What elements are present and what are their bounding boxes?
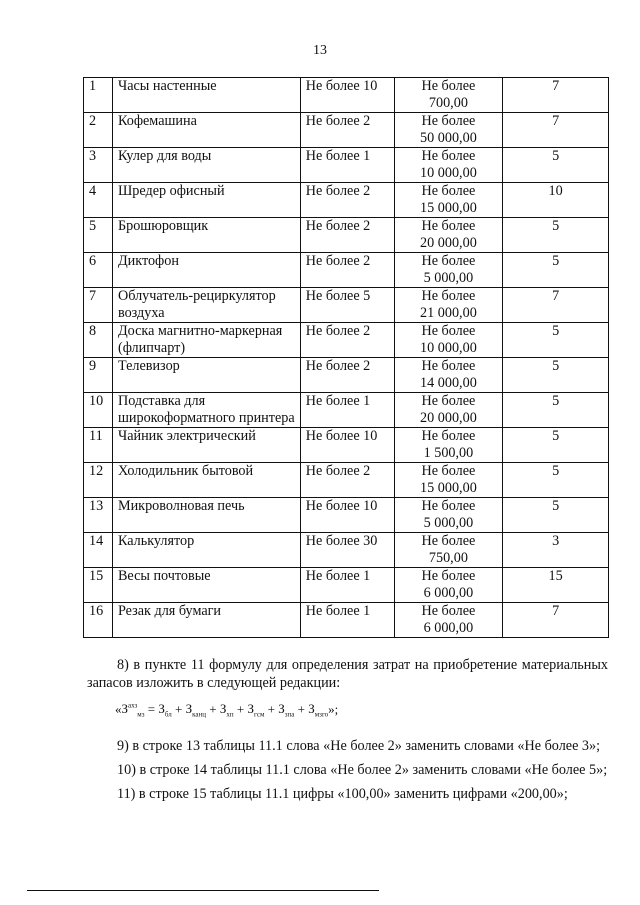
price-value: 20 000,00 bbox=[420, 410, 477, 426]
price-cell bbox=[394, 288, 503, 323]
price-value: 15 000,00 bbox=[420, 200, 477, 216]
formula-term bbox=[308, 701, 329, 719]
quantity-cell: Не более 2 bbox=[300, 323, 394, 358]
price-cell bbox=[394, 113, 503, 148]
quantity-cell: Не более 10 bbox=[300, 78, 394, 113]
price-value: 10 000,00 bbox=[420, 165, 477, 181]
row-number-cell: 5 bbox=[84, 218, 113, 253]
service-life-cell: 7 bbox=[503, 78, 609, 113]
service-life-cell: 5 bbox=[503, 358, 609, 393]
row-number-cell: 7 bbox=[84, 288, 113, 323]
quantity-cell: Не более 1 bbox=[300, 568, 394, 603]
formula-term bbox=[185, 701, 207, 719]
service-life-cell: 3 bbox=[503, 533, 609, 568]
price-value: 700,00 bbox=[428, 95, 468, 111]
price-value: 50 000,00 bbox=[420, 130, 477, 146]
item-name-cell: Подставка для широкоформатного принтера bbox=[112, 393, 300, 428]
quantity-cell: Не более 1 bbox=[300, 148, 394, 183]
price-value: 5 000,00 bbox=[423, 270, 474, 286]
price-prefix: Не более bbox=[421, 218, 476, 234]
row-number-cell: 9 bbox=[84, 358, 113, 393]
quantity-cell: Не более 2 bbox=[300, 183, 394, 218]
item-name-cell: Весы почтовые bbox=[112, 568, 300, 603]
formula-equals: = bbox=[144, 701, 159, 717]
item-name-cell: Кулер для воды bbox=[112, 148, 300, 183]
item-name-cell: Калькулятор bbox=[112, 533, 300, 568]
item-name-cell: Доска магнитно-маркерная (флипчарт) bbox=[112, 323, 300, 358]
cost-formula bbox=[115, 696, 608, 725]
formula-plus: + bbox=[206, 701, 220, 717]
amendment-item-9: 9) в строке 13 таблицы 11.1 слова «Не более 2» заменить словами «Не более 3»; bbox=[117, 737, 601, 754]
formula-terms bbox=[158, 701, 329, 719]
quantity-cell: Не более 2 bbox=[300, 253, 394, 288]
service-life-cell: 5 bbox=[503, 428, 609, 463]
price-cell bbox=[394, 463, 503, 498]
table-row bbox=[84, 148, 609, 183]
formula-term-base: З bbox=[219, 701, 227, 717]
formula-term-base: З bbox=[247, 701, 254, 717]
table-row bbox=[84, 113, 609, 148]
quantity-cell: Не более 5 bbox=[300, 288, 394, 323]
item-name-cell: Микроволновая печь bbox=[112, 498, 300, 533]
item-name-cell: Резак для бумаги bbox=[112, 603, 300, 638]
amendment-item-11: 11) в строке 15 таблицы 11.1 цифры «100,00» заменить цифрами «200,00»; bbox=[117, 785, 568, 802]
table-row bbox=[84, 498, 609, 533]
item-name-cell: Чайник электрический bbox=[112, 428, 300, 463]
price-value: 6 000,00 bbox=[423, 620, 474, 636]
formula-lhs bbox=[121, 701, 145, 719]
row-number-cell: 13 bbox=[84, 498, 113, 533]
service-life-cell: 5 bbox=[503, 218, 609, 253]
amendment-item-10: 10) в строке 14 таблицы 11.1 слова «Не более 2» заменить словами «Не более 5»; bbox=[117, 761, 608, 778]
item-name-cell: Часы настенные bbox=[112, 78, 300, 113]
equipment-table bbox=[83, 77, 609, 638]
table-row bbox=[84, 78, 609, 113]
price-value: 750,00 bbox=[428, 550, 468, 566]
price-prefix: Не более bbox=[421, 288, 476, 304]
service-life-cell: 5 bbox=[503, 393, 609, 428]
quantity-cell: Не более 2 bbox=[300, 218, 394, 253]
service-life-cell: 5 bbox=[503, 498, 609, 533]
table-row bbox=[84, 323, 609, 358]
row-number-cell: 16 bbox=[84, 603, 113, 638]
price-cell bbox=[394, 253, 503, 288]
formula-term-sub: хп bbox=[226, 710, 234, 719]
price-cell bbox=[394, 358, 503, 393]
price-prefix: Не более bbox=[421, 78, 476, 94]
price-prefix: Не более bbox=[421, 113, 476, 129]
formula-term-sub: гсм bbox=[253, 710, 265, 719]
quantity-cell: Не более 1 bbox=[300, 393, 394, 428]
formula-close-quote: »; bbox=[328, 701, 339, 717]
price-value: 20 000,00 bbox=[420, 235, 477, 251]
price-cell bbox=[394, 603, 503, 638]
row-number-cell: 15 bbox=[84, 568, 113, 603]
price-prefix: Не более bbox=[421, 428, 476, 444]
quantity-cell: Не более 2 bbox=[300, 463, 394, 498]
formula-term-base: З bbox=[278, 701, 285, 717]
price-cell bbox=[394, 148, 503, 183]
table-row bbox=[84, 183, 609, 218]
formula-lhs-sup: ахз bbox=[128, 702, 138, 710]
formula-term bbox=[158, 701, 172, 719]
price-value: 6 000,00 bbox=[423, 585, 474, 601]
row-number-cell: 2 bbox=[84, 113, 113, 148]
price-prefix: Не более bbox=[421, 568, 476, 584]
row-number-cell: 12 bbox=[84, 463, 113, 498]
row-number-cell: 14 bbox=[84, 533, 113, 568]
formula-term bbox=[247, 701, 265, 719]
footnote-divider bbox=[27, 890, 379, 891]
item-name-cell: Телевизор bbox=[112, 358, 300, 393]
price-prefix: Не более bbox=[421, 148, 476, 164]
item-name-cell: Брошюровщик bbox=[112, 218, 300, 253]
price-cell bbox=[394, 428, 503, 463]
price-prefix: Не более bbox=[421, 498, 476, 514]
table-row bbox=[84, 533, 609, 568]
table-row bbox=[84, 393, 609, 428]
price-prefix: Не более bbox=[421, 533, 476, 549]
price-cell bbox=[394, 533, 503, 568]
price-value: 1 500,00 bbox=[423, 445, 474, 461]
formula-lhs-sub: мз bbox=[137, 710, 145, 719]
table-row bbox=[84, 568, 609, 603]
price-value: 5 000,00 bbox=[423, 515, 474, 531]
formula-lhs-base: З bbox=[121, 701, 129, 717]
service-life-cell: 10 bbox=[503, 183, 609, 218]
quantity-cell: Не более 2 bbox=[300, 358, 394, 393]
price-cell bbox=[394, 183, 503, 218]
price-cell bbox=[394, 568, 503, 603]
formula-term-sub: канц bbox=[192, 710, 207, 719]
price-cell bbox=[394, 218, 503, 253]
row-number-cell: 11 bbox=[84, 428, 113, 463]
formula-term bbox=[219, 701, 234, 719]
formula-term-base: З bbox=[185, 701, 193, 717]
table-row bbox=[84, 218, 609, 253]
table-row bbox=[84, 463, 609, 498]
service-life-cell: 5 bbox=[503, 323, 609, 358]
row-number-cell: 1 bbox=[84, 78, 113, 113]
row-number-cell: 4 bbox=[84, 183, 113, 218]
price-prefix: Не более bbox=[421, 358, 476, 374]
amendment-item-8: 8) в пункте 11 формулу для определения затрат на приобретение материальных запасов изложить в следующей редакции: bbox=[87, 657, 608, 691]
table-row bbox=[84, 358, 609, 393]
quantity-cell: Не более 2 bbox=[300, 113, 394, 148]
table-row bbox=[84, 603, 609, 638]
formula-plus: + bbox=[233, 701, 248, 717]
service-life-cell: 7 bbox=[503, 113, 609, 148]
row-number-cell: 6 bbox=[84, 253, 113, 288]
price-value: 14 000,00 bbox=[420, 375, 477, 391]
service-life-cell: 7 bbox=[503, 603, 609, 638]
service-life-cell: 7 bbox=[503, 288, 609, 323]
service-life-cell: 5 bbox=[503, 253, 609, 288]
table-row bbox=[84, 288, 609, 323]
price-prefix: Не более bbox=[421, 253, 476, 269]
formula-term-sub: зпа bbox=[284, 710, 295, 719]
service-life-cell: 5 bbox=[503, 148, 609, 183]
page-number: 13 bbox=[313, 43, 327, 58]
row-number-cell: 3 bbox=[84, 148, 113, 183]
formula-plus: + bbox=[294, 701, 309, 717]
price-value: 15 000,00 bbox=[420, 480, 477, 496]
formula-term-sub: бл bbox=[164, 710, 172, 719]
formula-term bbox=[278, 701, 295, 719]
formula-term-sub: мзго bbox=[314, 710, 329, 719]
price-prefix: Не более bbox=[421, 603, 476, 619]
price-cell bbox=[394, 498, 503, 533]
item-name-cell: Облучатель-рециркулятор воздуха bbox=[112, 288, 300, 323]
table-row bbox=[84, 428, 609, 463]
price-value: 21 000,00 bbox=[420, 305, 477, 321]
price-cell bbox=[394, 78, 503, 113]
quantity-cell: Не более 30 bbox=[300, 533, 394, 568]
price-prefix: Не более bbox=[421, 393, 476, 409]
quantity-cell: Не более 10 bbox=[300, 498, 394, 533]
table-row bbox=[84, 253, 609, 288]
service-life-cell: 15 bbox=[503, 568, 609, 603]
row-number-cell: 8 bbox=[84, 323, 113, 358]
price-prefix: Не более bbox=[421, 323, 476, 339]
quantity-cell: Не более 1 bbox=[300, 603, 394, 638]
price-value: 10 000,00 bbox=[420, 340, 477, 356]
price-cell bbox=[394, 393, 503, 428]
row-number-cell: 10 bbox=[84, 393, 113, 428]
price-prefix: Не более bbox=[421, 463, 476, 479]
quantity-cell: Не более 10 bbox=[300, 428, 394, 463]
item-name-cell: Шредер офисный bbox=[112, 183, 300, 218]
price-prefix: Не более bbox=[421, 183, 476, 199]
formula-plus: + bbox=[171, 701, 186, 717]
equipment-table-body bbox=[84, 78, 609, 638]
formula-term-base: З bbox=[308, 701, 315, 717]
price-cell bbox=[394, 323, 503, 358]
item-name-cell: Холодильник бытовой bbox=[112, 463, 300, 498]
item-name-cell: Кофемашина bbox=[112, 113, 300, 148]
formula-open-quote: « bbox=[115, 701, 122, 717]
formula-plus: + bbox=[264, 701, 279, 717]
amendments-block bbox=[87, 656, 608, 803]
service-life-cell: 5 bbox=[503, 463, 609, 498]
item-name-cell: Диктофон bbox=[112, 253, 300, 288]
formula-term-base: З bbox=[158, 701, 165, 717]
